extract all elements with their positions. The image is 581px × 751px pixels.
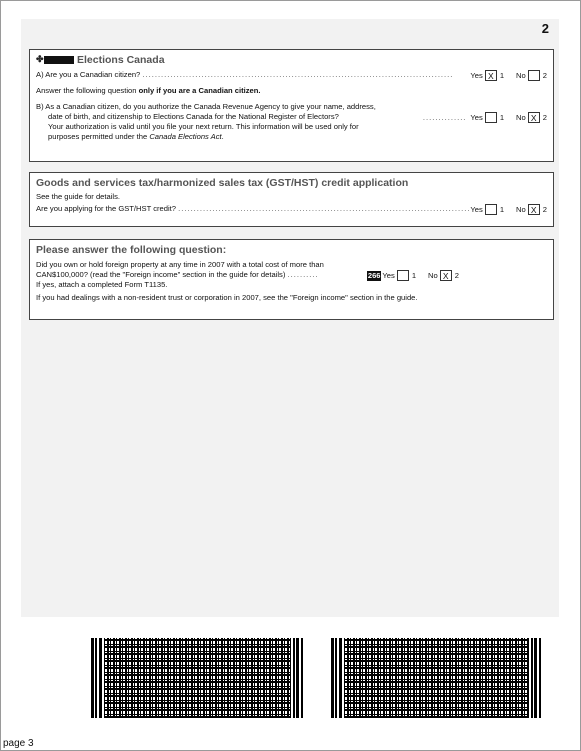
authorize-line-4-prefix: purposes permitted under the <box>48 132 150 141</box>
foreign-no-checkbox[interactable]: X <box>440 270 452 281</box>
authorize-yes-checkbox[interactable] <box>485 112 497 123</box>
barcode-pattern <box>344 638 529 718</box>
instruction-bold: only if you are a Canadian citizen. <box>138 86 261 95</box>
yes-code: 1 <box>499 112 505 122</box>
citizen-answer <box>470 70 547 81</box>
line-code-badge: 266 <box>367 270 381 280</box>
gst-answer <box>470 204 547 215</box>
gst-title: Goods and services tax/harmonized sales tax (GST/HST) credit application <box>36 177 409 189</box>
yes-label: Yes <box>470 70 483 80</box>
no-code: 2 <box>454 270 459 280</box>
foreign-question-line-2 <box>36 270 547 280</box>
no-code: 2 <box>542 204 547 214</box>
barcode-pattern <box>104 638 291 718</box>
foreign-yes-checkbox[interactable] <box>397 270 409 281</box>
no-code: 2 <box>542 112 547 122</box>
form-area <box>21 19 559 617</box>
authorize-line-4 <box>36 132 547 142</box>
citizen-question-row <box>36 70 547 80</box>
citizen-instruction <box>36 86 547 96</box>
gst-hst-section <box>29 172 554 227</box>
canada-wordmark-icon: ✤ <box>36 55 75 65</box>
foreign-attach-note: If yes, attach a completed Form T1135. <box>36 280 168 289</box>
citizen-yes-checkbox[interactable]: X <box>485 70 497 81</box>
no-label: No <box>516 204 526 214</box>
authorize-line-3: Your authorization is valid until you file your next return. This information will be used only for <box>48 122 359 131</box>
yes-code: 1 <box>499 70 505 80</box>
page-footer: page 3 <box>3 738 34 749</box>
gst-no-checkbox[interactable]: X <box>528 204 540 215</box>
authorize-question-row <box>36 102 547 142</box>
elections-canada-section <box>29 49 554 162</box>
gst-yes-checkbox[interactable] <box>485 204 497 215</box>
yes-label: Yes <box>470 204 483 214</box>
form-page-number: 2 <box>541 21 549 36</box>
barcode-right <box>331 638 541 718</box>
authorize-answer <box>423 112 547 123</box>
authorize-no-checkbox[interactable]: X <box>528 112 540 123</box>
foreign-question-line-1: Did you own or hold foreign property at any time in 2007 with a total cost of more than <box>36 260 324 269</box>
foreign-title: Please answer the following question: <box>36 244 227 256</box>
yes-label: Yes <box>382 270 395 280</box>
instruction-prefix: Answer the following question <box>36 86 139 95</box>
no-label: No <box>516 70 526 80</box>
no-label: No <box>428 270 438 280</box>
gst-question-text: Are you applying for the GST/HST credit? <box>36 204 176 213</box>
authorize-line-1: B) As a Canadian citizen, do you authorize the Canada Revenue Agency to give your name, address, <box>36 102 376 111</box>
authorize-line-2: date of birth, and citizenship to Elections Canada for the National Register of Electors? <box>48 112 339 121</box>
foreign-question-line-2-text: CAN$100,000? (read the "Foreign income" section in the guide for details) <box>36 270 286 279</box>
dot-leader: .................................................................................................... <box>142 70 454 79</box>
yes-label: Yes <box>470 112 483 122</box>
dot-leader: .............. <box>422 112 467 122</box>
foreign-dealings-note: If you had dealings with a non-resident trust or corporation in 2007, see the "Foreign income" section in the guide. <box>36 293 418 302</box>
no-label: No <box>516 112 526 122</box>
citizen-no-checkbox[interactable] <box>528 70 540 81</box>
dot-leader: .......... <box>287 270 319 279</box>
gst-question-row <box>36 204 547 214</box>
foreign-property-section <box>29 239 554 320</box>
foreign-answer <box>367 270 459 281</box>
elections-title-row <box>36 54 547 66</box>
yes-code: 1 <box>411 270 417 280</box>
barcode-left <box>91 638 303 718</box>
dot-leader: .............................................................................................. <box>178 204 471 213</box>
authorize-line-4-suffix: . <box>221 132 224 141</box>
yes-code: 1 <box>499 204 505 214</box>
foreign-question-row <box>36 260 547 303</box>
elections-act-title: Canada Elections Act <box>149 132 222 141</box>
no-code: 2 <box>542 70 547 80</box>
elections-title: Elections Canada <box>77 54 165 66</box>
citizen-question-text: A) Are you a Canadian citizen? <box>36 70 141 79</box>
gst-see-guide: See the guide for details. <box>36 192 121 201</box>
